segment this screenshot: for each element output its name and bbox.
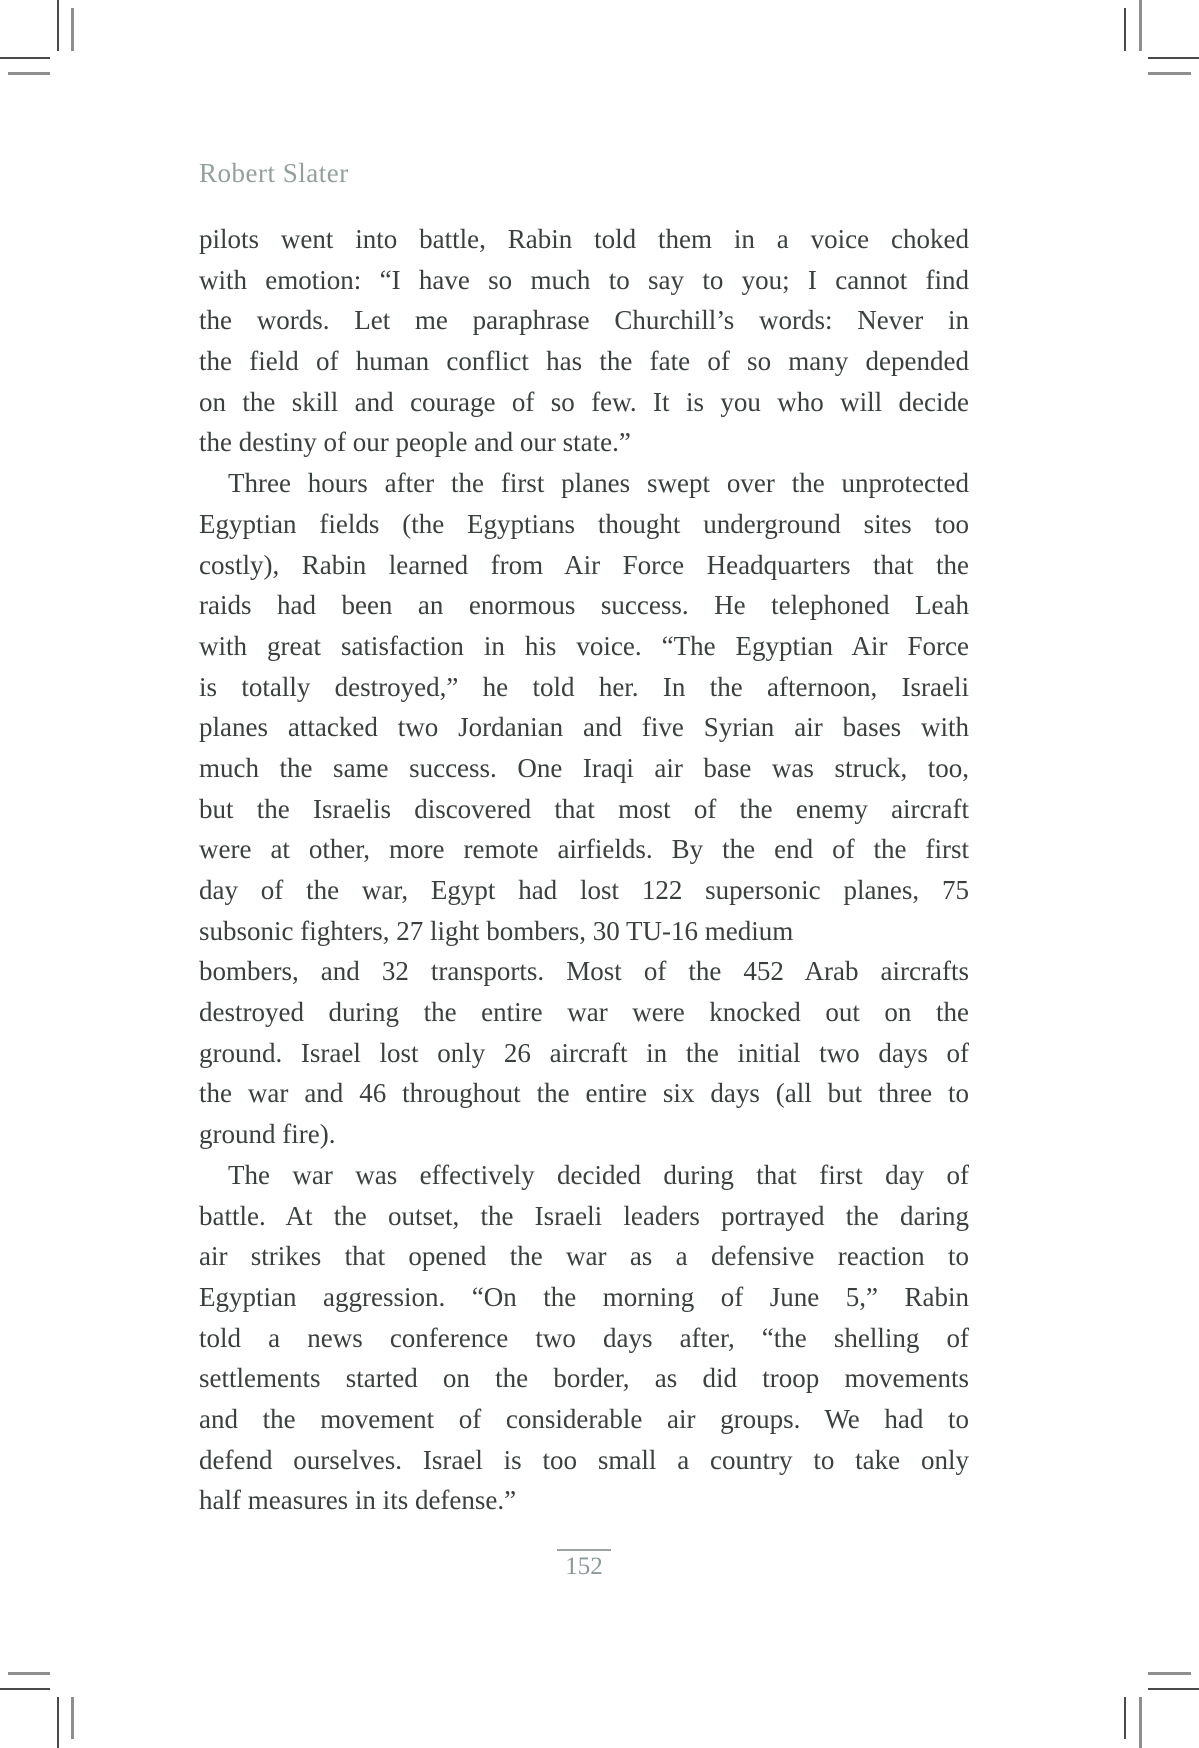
text-line: and the movement of considerable air groups. We had to [199,1403,969,1434]
text-line: told a news conference two days after, “the shelling of [199,1322,969,1353]
text-line: the war and 46 throughout the entire six days (all but three to [199,1078,969,1109]
text-line: pilots went into battle, Rabin told them in a voice choked [199,224,969,254]
text-line: ground fire). [199,1119,336,1150]
text-line: Egyptian fields (the Egyptians thought underground sites too [199,508,969,539]
text-line: planes attacked two Jordanian and five Syrian air bases with [199,712,969,743]
crop-mark-bottom-left-vertical-inner [71,1697,74,1739]
text-line: costly), Rabin learned from Air Force Headquarters that the [199,549,969,580]
text-line: but the Israelis discovered that most of the enemy aircraft [199,793,969,824]
text-line: The war was effectively decided during that first day of [228,1159,969,1190]
crop-mark-top-right-vertical-outer [1139,0,1142,51]
text-line: were at other, more remote airfields. By the end of the first [199,834,969,865]
text-line: with great satisfaction in his voice. “The Egyptian Air Force [199,630,969,661]
crop-mark-bottom-left-horizontal-inner [8,1672,50,1675]
folio-rule [557,1549,611,1551]
text-line: bombers, and 32 transports. Most of the 452 Arab aircrafts [199,956,969,987]
crop-mark-top-right-horizontal-inner [1148,72,1191,75]
crop-mark-top-left-horizontal-inner [8,72,50,75]
text-line: raids had been an enormous success. He telephoned Leah [199,590,969,621]
text-line: Egyptian aggression. “On the morning of June 5,” Rabin [199,1281,969,1312]
text-line: battle. At the outset, the Israeli leaders portrayed the daring [199,1200,969,1231]
text-line: settlements started on the border, as did troop movements [199,1363,969,1394]
crop-mark-top-left-vertical-outer [57,0,59,51]
text-line: is totally destroyed,” he told her. In the afternoon, Israeli [199,671,969,702]
body-text [199,219,969,1521]
crop-mark-top-left-horizontal-outer [0,57,50,59]
crop-mark-bottom-right-vertical-inner [1124,1697,1126,1739]
page-footer [199,1549,969,1579]
crop-mark-top-left-vertical-inner [71,8,74,51]
text-line: destroyed during the entire war were knocked out on the [199,997,969,1028]
text-line: subsonic fighters, 27 light bombers, 30 TU-16 medium [199,915,794,946]
page-number: 152 [565,1553,603,1580]
running-head-author: Robert Slater [199,158,349,188]
text-line: much the same success. One Iraqi air base was struck, too, [199,752,969,783]
crop-mark-bottom-right-vertical-outer [1139,1697,1142,1748]
crop-mark-bottom-left-vertical-outer [57,1697,59,1748]
crop-mark-bottom-left-horizontal-outer [0,1688,50,1690]
text-line: ground. Israel lost only 26 aircraft in the initial two days of [199,1037,969,1068]
text-line: Three hours after the first planes swept over the unprotected [228,468,969,499]
crop-mark-top-right-horizontal-outer [1148,57,1199,59]
text-line: the destiny of our people and our state.” [199,427,631,458]
crop-mark-top-right-vertical-inner [1124,8,1126,51]
text-line: half measures in its defense.” [199,1485,517,1516]
crop-mark-bottom-right-horizontal-inner [1148,1672,1191,1675]
text-line: day of the war, Egypt had lost 122 supersonic planes, 75 [199,875,969,905]
text-line: the field of human conflict has the fate of so many depended [199,346,969,377]
text-line: the words. Let me paraphrase Churchill’s words: Never in [199,305,969,336]
text-line: defend ourselves. Israel is too small a country to take only [199,1444,969,1475]
text-line: with emotion: “I have so much to say to you; I cannot find [199,264,969,295]
text-line: on the skill and courage of so few. It is you who will decide [199,386,969,417]
text-line: air strikes that opened the war as a defensive reaction to [199,1241,969,1272]
crop-mark-bottom-right-horizontal-outer [1148,1688,1199,1690]
